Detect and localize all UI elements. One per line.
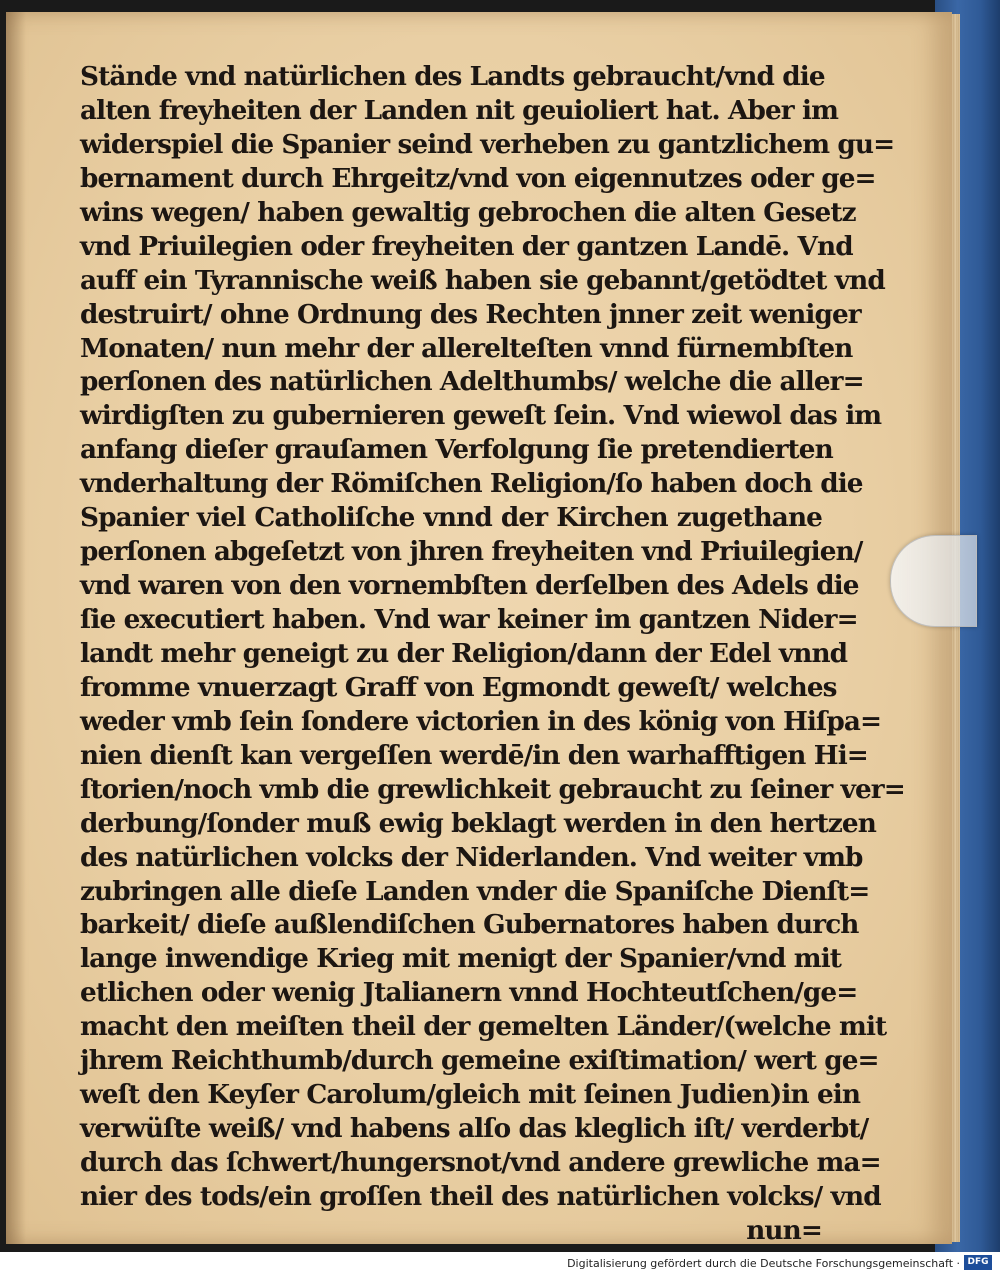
text-line: durch das ſchwert/hungersnot/vnd andere grewliche ma= <box>80 1147 881 1178</box>
text-line: nier des tods/ein groſſen theil des natürlichen volcks/ vnd <box>80 1180 881 1212</box>
page-clip <box>890 535 977 627</box>
text-line: ſtorien/noch vmb die grewlichkeit gebraucht zu ſeiner ver= <box>80 773 905 805</box>
text-line: anfang dieſer grauſamen Verfolgung ſie pretendierten <box>80 434 833 466</box>
catchword: nun= <box>746 1214 822 1246</box>
text-line: etlichen oder wenig Jtalianern vnnd Hochteutſchen/ge= <box>80 977 858 1009</box>
footer-credit: Digitalisierung gefördert durch die Deutsche Forschungsgemeinschaft · <box>567 1257 960 1270</box>
text-line: fromme vnuerzagt Graff von Egmondt geweſt/ welches <box>80 671 837 703</box>
text-line: Monaten/ nun mehr der allerelteſten vnnd fürnembſten <box>80 332 853 364</box>
gutter-shadow <box>6 12 26 1244</box>
text-line: jhrem Reichthumb/durch gemeine exiſtimation/ wert ge= <box>80 1045 879 1077</box>
text-line: ſie executiert haben. Vnd war keiner im gantzen Nider= <box>80 604 858 635</box>
dfg-logo: DFG <box>964 1255 992 1270</box>
text-line: verwüſte weiß/ vnd habens alſo das kleglich iſt/ verderbt/ <box>80 1113 869 1145</box>
text-line: weder vmb ſein ſondere victorien in des könig von Hiſpa= <box>80 705 882 737</box>
text-line: barkeit/ dieſe außlendiſchen Gubernatores haben durch <box>80 909 859 941</box>
text-line: vnd Priuilegien oder freyheiten der gantzen Landē. Vnd <box>80 230 853 262</box>
text-line: vnderhaltung der Römiſchen Religion/ſo haben doch die <box>80 468 863 500</box>
text-line: auff ein Tyrannische weiß haben sie gebannt/getödtet vnd <box>80 264 885 296</box>
text-line: macht den meiſten theil der gemelten Länder/(welche mit <box>80 1011 887 1043</box>
text-line: vnd waren von den vornembſten derſelben des Adels die <box>80 570 859 602</box>
text-line: lange inwendige Krieg mit menigt der Spanier/vnd mit <box>80 943 842 975</box>
text-line: weſt den Keyſer Carolum/gleich mit ſeinen Judien)in ein <box>80 1079 861 1111</box>
text-line: landt mehr geneigt zu der Religion/dann der Edel vnnd <box>80 637 848 669</box>
text-line: wins wegen/ haben gewaltig gebrochen die alten Gesetz <box>80 196 856 228</box>
text-line: wirdigſten zu gubernieren geweſt ſein. Vnd wiewol das im <box>80 400 882 432</box>
text-line: alten freyheiten der Landen nit geuioliert hat. Aber im <box>80 94 839 126</box>
text-line: destruirt/ ohne Ordnung des Rechten jnner zeit weniger <box>80 298 861 330</box>
text-line: widerspiel die Spanier seind verheben zu gantzlichem gu= <box>80 128 895 160</box>
text-line: perſonen abgeſetzt von jhren freyheiten vnd Priuilegien/ <box>80 536 863 568</box>
text-line: nien dienſt kan vergeſſen werdē/in den warhafftigen Hi= <box>80 739 868 771</box>
text-line: Spanier viel Catholiſche vnnd der Kirchen zugethane <box>80 502 822 534</box>
text-line: Stände vnd natürlichen des Landts gebraucht/vnd die <box>80 61 825 92</box>
text-line: bernament durch Ehrgeitz/vnd von eigennutzes oder ge= <box>80 162 876 194</box>
text-line: des natürlichen volcks der Niderlanden. Vnd weiter vmb <box>80 841 863 873</box>
page-text <box>80 60 905 1248</box>
text-line: perſonen des natürlichen Adelthumbs/ welche die aller= <box>80 366 864 398</box>
text-line: derbung/ſonder muß ewig beklagt werden in den hertzen <box>80 807 876 839</box>
text-line: zubringen alle dieſe Landen vnder die Spaniſche Dienſt= <box>80 875 870 907</box>
